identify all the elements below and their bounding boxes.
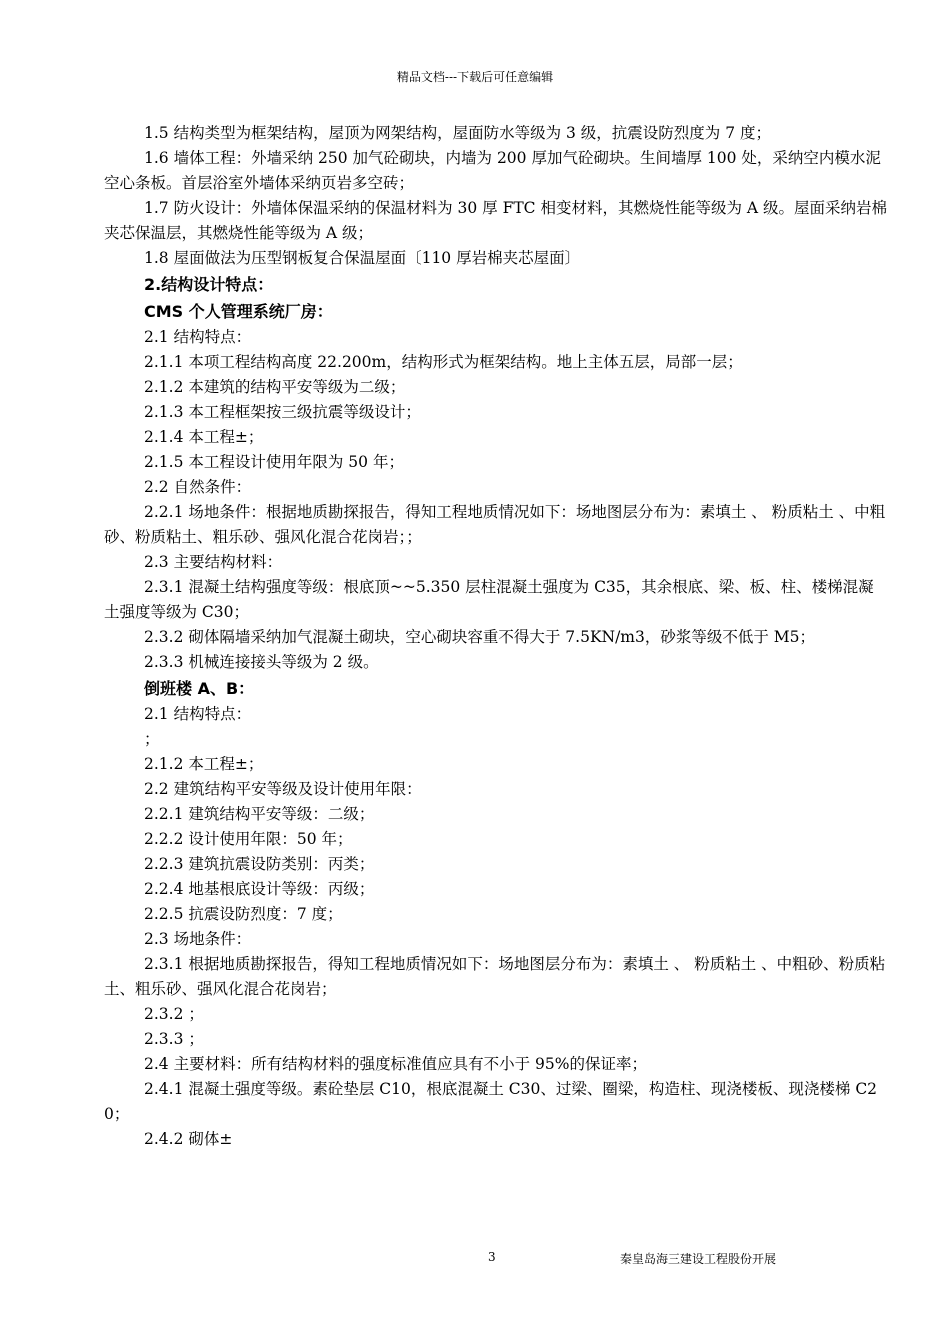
paragraph: 2.3 主要结构材料： <box>144 553 283 571</box>
paragraph: 2.4 主要材料：所有结构材料的强度标准值应具有不小于 95%的保证率； <box>144 1055 647 1073</box>
paragraph: 2.2.5 抗震设防烈度：7 度； <box>144 905 343 923</box>
paragraph: 2.1 结构特点： <box>144 705 252 723</box>
paragraph: 2.3.2 ； <box>144 1005 204 1023</box>
page-number: 3 <box>488 1250 496 1264</box>
company-name: 秦皇岛海三建设工程股份开展 <box>620 1252 777 1266</box>
paragraph: 2.1.3 本工程框架按三级抗震等级设计； <box>144 403 421 421</box>
paragraph: 2.1.1 本项工程结构高度 22.200m，结构形式为框架结构。地上主体五层，局部一层； <box>144 353 743 371</box>
paragraph: 2.1.5 本工程设计使用年限为 50 年； <box>144 453 404 471</box>
paragraph: 2.2 建筑结构平安等级及设计使用年限： <box>144 780 422 798</box>
paragraph: 1.5 结构类型为框架结构，屋顶为网架结构，屋面防水等级为 3 级，抗震设防烈度为 7 度； <box>144 124 772 142</box>
document-body <box>104 121 888 1152</box>
paragraph: 2.3.3 机械连接接头等级为 2 级。 <box>144 653 379 671</box>
paragraph: 2.3.3 ； <box>144 1030 204 1048</box>
paragraph: 2.2.4 地基根底设计等级：丙级； <box>144 880 375 898</box>
paragraph: 2.1.2 本建筑的结构平安等级为二级； <box>144 378 406 396</box>
paragraph: ； <box>144 730 160 748</box>
paragraph: 2.2.3 建筑抗震设防类别：丙类； <box>144 855 375 873</box>
section-heading: 倒班楼 A、B： <box>144 679 255 698</box>
paragraph: 1.7 防火设计：外墙体保温采纳的保温材料为 30 厚 FTC 相变材料，其燃烧性能等级为 A 级。屋面采纳岩棉夹芯保温层，其燃烧性能等级为 A 级； <box>104 199 888 242</box>
paragraph: 2.4.1 混凝土强度等级。素砼垫层 C10，根底混凝土 C30、过梁、圈梁，构造柱、现浇楼板、现浇楼梯 C20； <box>104 1080 878 1123</box>
paragraph: 2.2.1 建筑结构平安等级：二级； <box>144 805 375 823</box>
section-heading: 2.结构设计特点： <box>144 275 274 294</box>
paragraph: 1.8 屋面做法为压型钢板复合保温屋面〔110 厚岩棉夹芯屋面〕 <box>144 249 581 267</box>
paragraph: 2.2.1 场地条件：根据地质勘探报告，得知工程地质情况如下：场地图层分布为：素填土 、 粉质粘土 、中粗砂、粉质粘土、粗乐砂、强风化混合花岗岩；； <box>104 503 886 546</box>
paragraph: 2.3 场地条件： <box>144 930 252 948</box>
paragraph: 2.2.2 设计使用年限：50 年； <box>144 830 353 848</box>
paragraph: 2.3.1 根据地质勘探报告，得知工程地质情况如下：场地图层分布为：素填土 、 粉质粘土 、中粗砂、粉质粘土、粗乐砂、强风化混合花岗岩； <box>104 955 886 998</box>
paragraph: 2.2 自然条件： <box>144 478 252 496</box>
paragraph: 2.1.4 本工程±； <box>144 428 264 446</box>
paragraph: 1.6 墙体工程：外墙采纳 250 加气砼砌块，内墙为 200 厚加气砼砌块。生间墙厚 100 处，采纳空内模水泥空心条板。首层浴室外墙体采纳页岩多空砖； <box>104 149 881 192</box>
section-heading: CMS 个人管理系统厂房： <box>144 302 333 321</box>
paragraph: 2.1 结构特点： <box>144 328 252 346</box>
paragraph: 2.3.1 混凝土结构强度等级：根底顶~~5.350 层柱混凝土强度为 C35，其余根底、梁、板、柱、楼梯混凝土强度等级为 C30； <box>104 578 874 621</box>
paragraph: 2.3.2 砌体隔墙采纳加气混凝土砌块，空心砌块容重不得大于 7.5KN/m3，砂浆等级不低于 M5； <box>144 628 816 646</box>
paragraph: 2.1.2 本工程±； <box>144 755 264 773</box>
page-header: 精品文档---下载后可任意编辑 <box>396 70 554 84</box>
paragraph: 2.4.2 砌体± <box>144 1130 233 1148</box>
